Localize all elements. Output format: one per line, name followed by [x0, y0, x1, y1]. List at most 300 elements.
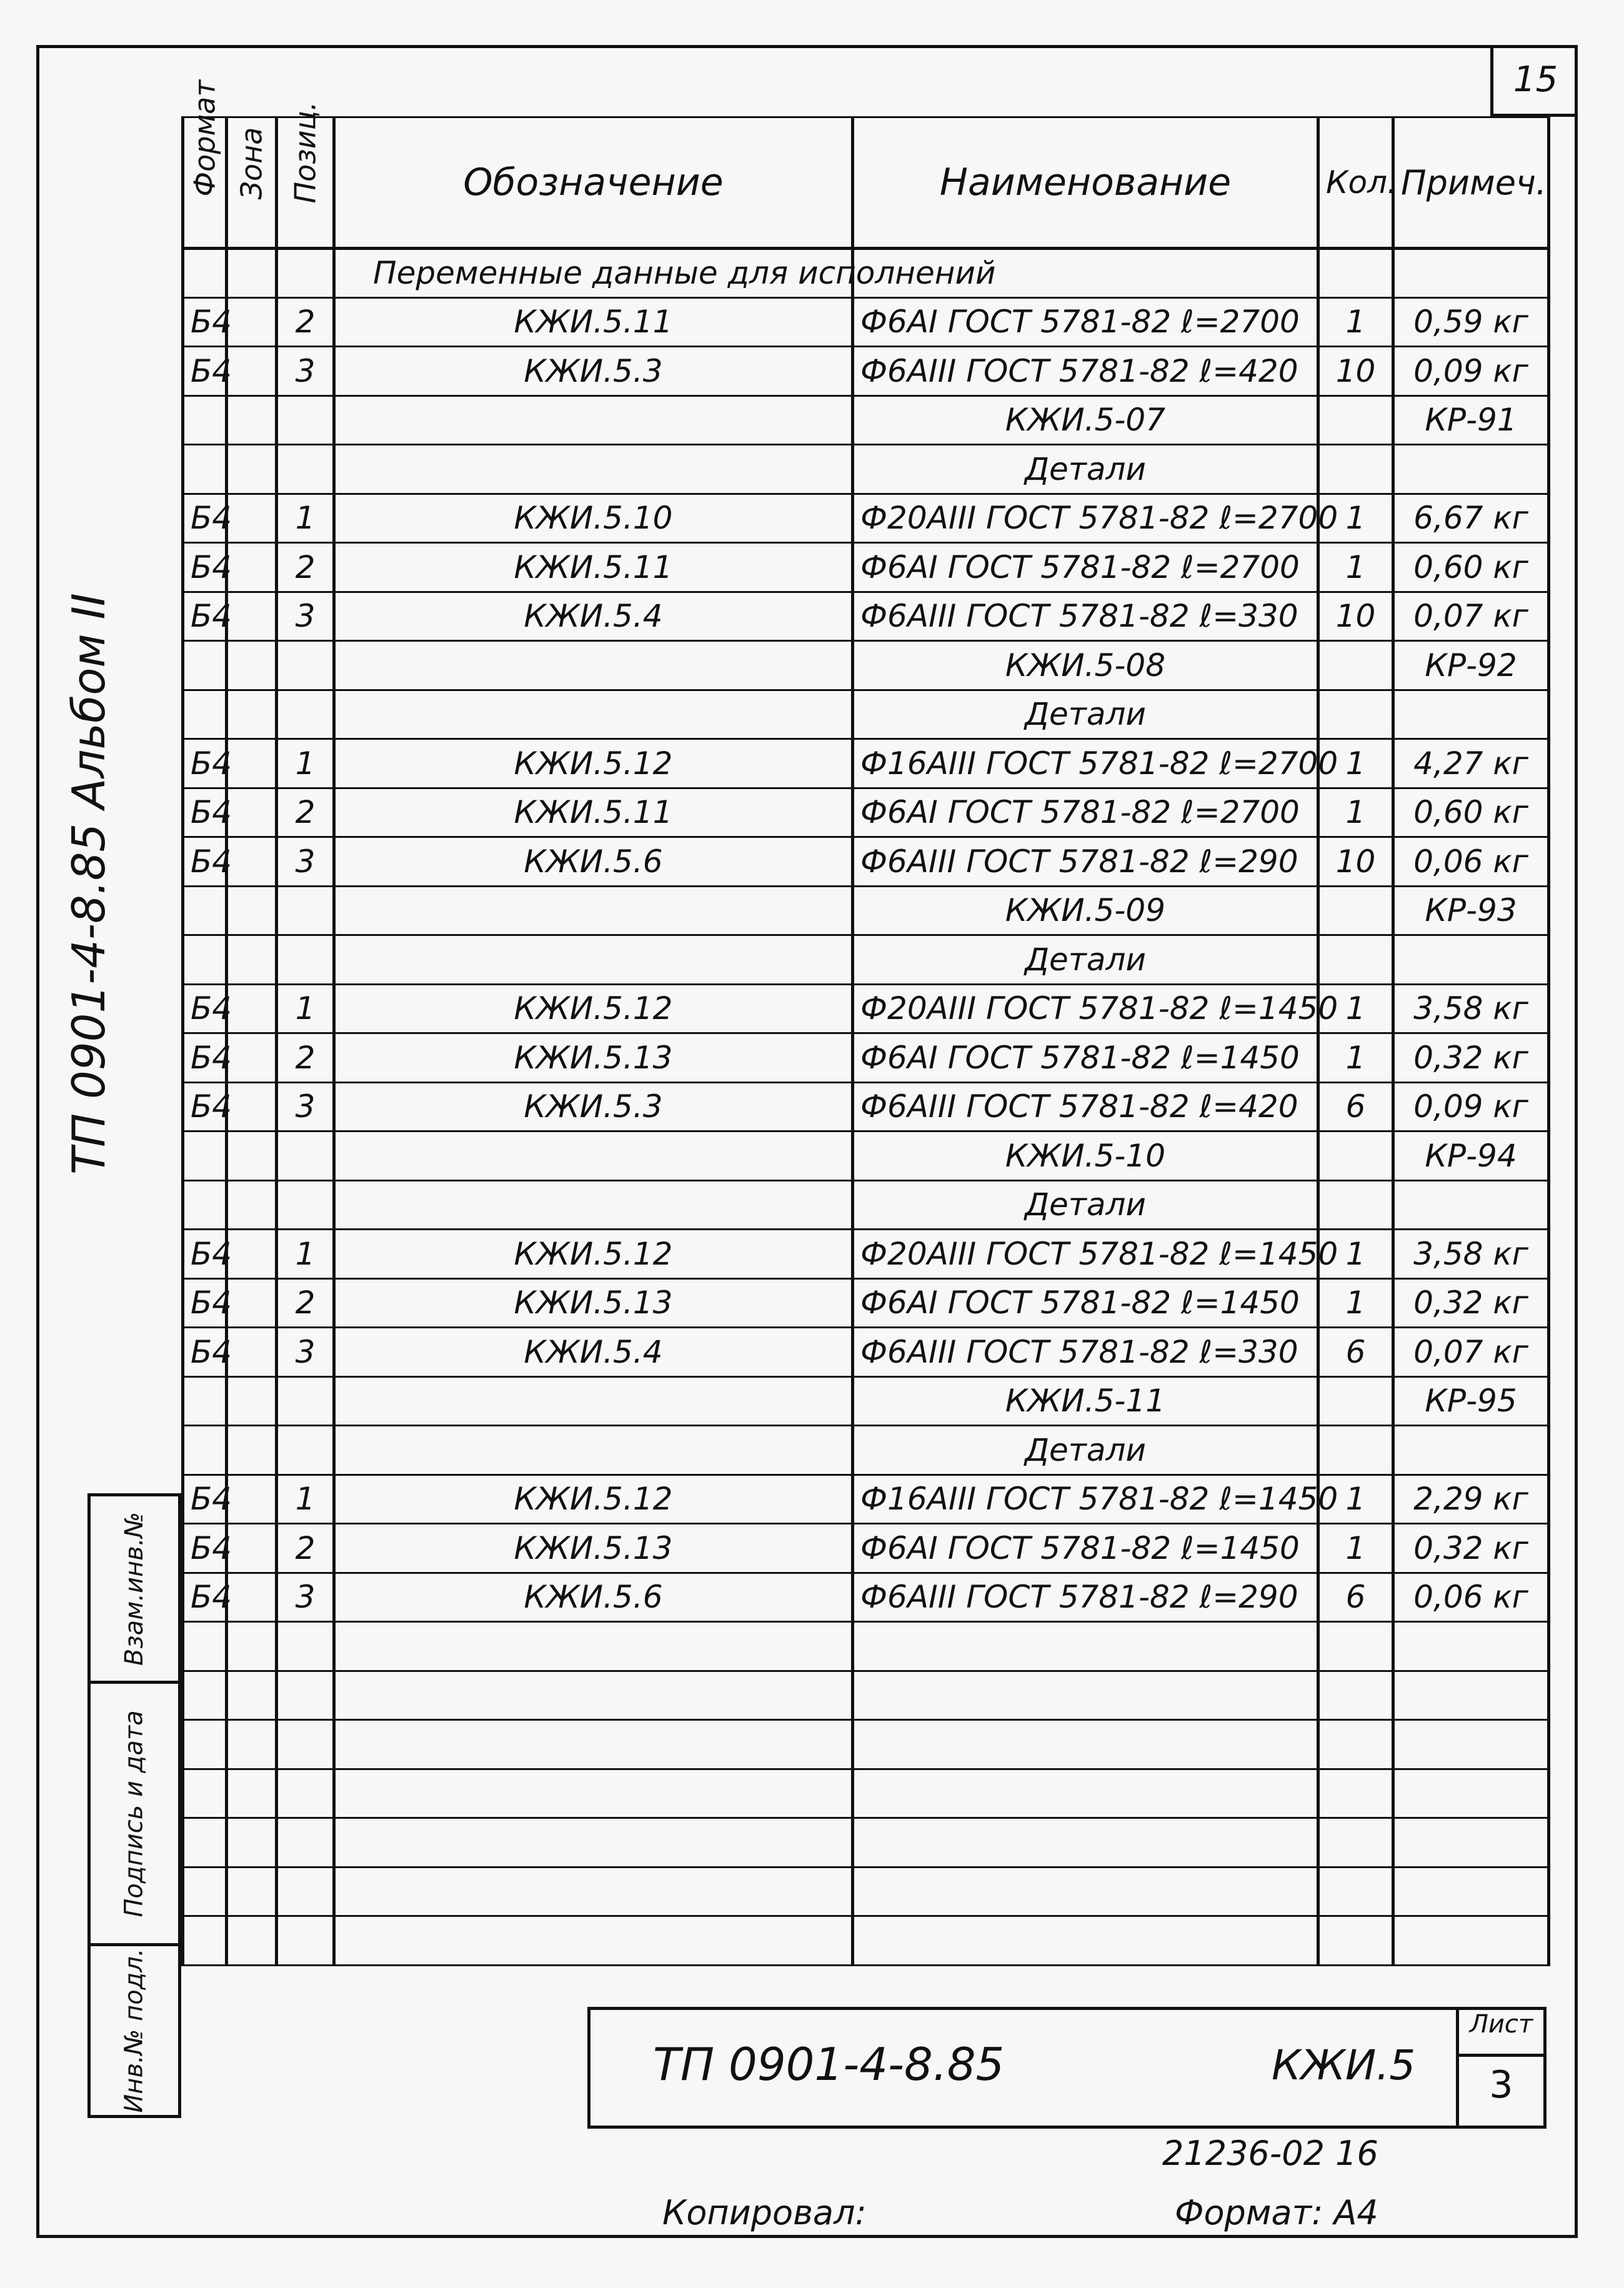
header-note: Примеч.: [1393, 117, 1549, 249]
cell-quantity: 6: [1318, 1328, 1393, 1377]
cell-note: [1393, 1867, 1549, 1916]
cell-position: [277, 1818, 334, 1868]
cell-name: КЖИ.5-08: [853, 641, 1318, 690]
table-row: [183, 445, 1549, 494]
title-doc-number: ТП 0901-4-8.85: [653, 2038, 1005, 2091]
cell-name: Детали: [853, 445, 1318, 494]
cell-zone: [227, 1720, 277, 1769]
table-row: [183, 1818, 1549, 1868]
cell-note: [1393, 1426, 1549, 1475]
cell-note: [1393, 1622, 1549, 1671]
cell-quantity: [1318, 1867, 1393, 1916]
cell-designation: КЖИ.5.4: [334, 1328, 853, 1377]
cell-note: [1393, 1180, 1549, 1230]
cell-designation: КЖИ.5.4: [334, 592, 853, 641]
footer-code: 21236-02 16: [1162, 2134, 1378, 2173]
cell-quantity: 1: [1318, 1475, 1393, 1524]
cell-note: [1393, 1720, 1549, 1769]
cell-designation: [334, 1622, 853, 1671]
cell-zone: [227, 1426, 277, 1475]
cell-note: КР-91: [1393, 395, 1549, 445]
cell-name: [853, 1622, 1318, 1671]
cell-format: Б4: [183, 837, 227, 887]
cell-format: Б4: [183, 494, 227, 543]
cell-note: КР-95: [1393, 1376, 1549, 1426]
cell-zone: [227, 1622, 277, 1671]
cell-quantity: 1: [1318, 1278, 1393, 1328]
cell-position: 3: [277, 592, 334, 641]
cell-quantity: 1: [1318, 494, 1393, 543]
cell-zone: [227, 1671, 277, 1720]
cell-name: Ф16АIII ГОСТ 5781-82 ℓ=2700: [853, 739, 1318, 788]
cell-quantity: [1318, 249, 1393, 298]
cell-quantity: 1: [1318, 297, 1393, 347]
cell-quantity: [1318, 690, 1393, 739]
strip-signature-date: Подпись и дата: [91, 1684, 178, 1946]
cell-position: [277, 1132, 334, 1181]
cell-note: 0,07 кг: [1393, 1328, 1549, 1377]
cell-designation: КЖИ.5.12: [334, 984, 853, 1033]
cell-format: [183, 886, 227, 935]
cell-position: [277, 1720, 334, 1769]
cell-format: [183, 935, 227, 985]
cell-name: [853, 1818, 1318, 1868]
cell-zone: [227, 494, 277, 543]
strip-replace-inv: Взам.инв.№: [91, 1496, 178, 1684]
cell-designation: КЖИ.5.13: [334, 1278, 853, 1328]
cell-zone: [227, 395, 277, 445]
table-row: [183, 1573, 1549, 1622]
cell-format: Б4: [183, 1082, 227, 1132]
cell-format: [183, 690, 227, 739]
cell-quantity: [1318, 1769, 1393, 1818]
cell-position: 1: [277, 1230, 334, 1279]
table-row: [183, 1426, 1549, 1475]
cell-note: КР-94: [1393, 1132, 1549, 1181]
cell-position: [277, 1180, 334, 1230]
cell-note: [1393, 445, 1549, 494]
cell-quantity: 10: [1318, 592, 1393, 641]
cell-zone: [227, 1180, 277, 1230]
cell-format: [183, 445, 227, 494]
cell-zone: [227, 690, 277, 739]
cell-note: 2,29 кг: [1393, 1475, 1549, 1524]
table-row: [183, 984, 1549, 1033]
cell-quantity: [1318, 1622, 1393, 1671]
cell-zone: [227, 1082, 277, 1132]
cell-position: [277, 249, 334, 298]
cell-position: [277, 1426, 334, 1475]
cell-quantity: [1318, 1671, 1393, 1720]
cell-format: Б4: [183, 1573, 227, 1622]
sheet-value: 3: [1489, 2063, 1513, 2107]
cell-name: [853, 1671, 1318, 1720]
cell-name: Ф6АIII ГОСТ 5781-82 ℓ=330: [853, 1328, 1318, 1377]
cell-note: 0,60 кг: [1393, 543, 1549, 592]
table-row: [183, 690, 1549, 739]
cell-position: 2: [277, 297, 334, 347]
cell-position: [277, 1867, 334, 1916]
cell-note: 0,32 кг: [1393, 1278, 1549, 1328]
table-row: [183, 1475, 1549, 1524]
cell-note: 0,07 кг: [1393, 592, 1549, 641]
cell-position: 2: [277, 1524, 334, 1573]
table-row: [183, 297, 1549, 347]
cell-designation: [334, 1671, 853, 1720]
cell-name: Ф6АI ГОСТ 5781-82 ℓ=2700: [853, 543, 1318, 592]
cell-format: [183, 1867, 227, 1916]
table-row: [183, 1033, 1549, 1083]
cell-designation: КЖИ.5.12: [334, 1230, 853, 1279]
cell-position: [277, 445, 334, 494]
cell-zone: [227, 445, 277, 494]
table-row: [183, 788, 1549, 837]
cell-name: КЖИ.5-11: [853, 1376, 1318, 1426]
cell-name: Ф16АIII ГОСТ 5781-82 ℓ=1450: [853, 1475, 1318, 1524]
cell-quantity: 1: [1318, 788, 1393, 837]
table-row: [183, 1328, 1549, 1377]
cell-zone: [227, 1573, 277, 1622]
cell-quantity: [1318, 1916, 1393, 1966]
header-format: Формат: [183, 117, 227, 249]
left-approval-strip: [87, 1493, 181, 2118]
cell-designation: [334, 1916, 853, 1966]
header-zone: Зона: [227, 117, 277, 249]
cell-format: Б4: [183, 297, 227, 347]
title-block: [587, 2007, 1547, 2129]
table-row: [183, 1180, 1549, 1230]
cell-name: Ф6АIII ГОСТ 5781-82 ℓ=290: [853, 837, 1318, 887]
cell-position: 2: [277, 1033, 334, 1083]
cell-position: 1: [277, 1475, 334, 1524]
cell-quantity: 10: [1318, 347, 1393, 396]
cell-format: [183, 1376, 227, 1426]
cell-note: 3,58 кг: [1393, 984, 1549, 1033]
table-row: [183, 592, 1549, 641]
cell-name: Ф6АI ГОСТ 5781-82 ℓ=2700: [853, 788, 1318, 837]
cell-zone: [227, 1524, 277, 1573]
cell-zone: [227, 1475, 277, 1524]
cell-zone: [227, 1376, 277, 1426]
cell-position: [277, 395, 334, 445]
header-name: Наименование: [853, 117, 1318, 249]
table-row: [183, 1720, 1549, 1769]
cell-position: 3: [277, 1082, 334, 1132]
table-row: [183, 1671, 1549, 1720]
cell-name: Ф6АIII ГОСТ 5781-82 ℓ=420: [853, 347, 1318, 396]
table-row: [183, 1376, 1549, 1426]
cell-name: Ф6АI ГОСТ 5781-82 ℓ=2700: [853, 297, 1318, 347]
table-row: [183, 837, 1549, 887]
cell-position: [277, 1671, 334, 1720]
cell-note: 0,59 кг: [1393, 297, 1549, 347]
cell-quantity: [1318, 1818, 1393, 1868]
sheet-label: Лист: [1459, 2010, 1543, 2057]
cell-designation: [334, 1818, 853, 1868]
cell-name: Ф6АIII ГОСТ 5781-82 ℓ=420: [853, 1082, 1318, 1132]
cell-designation: КЖИ.5.11: [334, 543, 853, 592]
cell-note: 0,06 кг: [1393, 1573, 1549, 1622]
cell-note: [1393, 690, 1549, 739]
title-mark: КЖИ.5: [1272, 2041, 1416, 2089]
cell-designation: [334, 1132, 853, 1181]
cell-position: 3: [277, 837, 334, 887]
strip-inv-original: Инв.№ подл.: [120, 1948, 149, 2113]
cell-name: Ф6АI ГОСТ 5781-82 ℓ=1450: [853, 1524, 1318, 1573]
cell-note: КР-93: [1393, 886, 1549, 935]
table-row: [183, 347, 1549, 396]
cell-position: 2: [277, 543, 334, 592]
table-row: [183, 886, 1549, 935]
cell-note: [1393, 1769, 1549, 1818]
cell-zone: [227, 1230, 277, 1279]
cell-zone: [227, 886, 277, 935]
cell-designation: [334, 1426, 853, 1475]
cell-position: [277, 690, 334, 739]
cell-zone: [227, 837, 277, 887]
cell-position: [277, 886, 334, 935]
cell-note: 6,67 кг: [1393, 494, 1549, 543]
cell-designation: [334, 445, 853, 494]
cell-name: КЖИ.5-07: [853, 395, 1318, 445]
table-row: [183, 1769, 1549, 1818]
specification-table: [181, 79, 1550, 1966]
cell-zone: [227, 1278, 277, 1328]
cell-designation: КЖИ.5.11: [334, 788, 853, 837]
cell-format: Б4: [183, 788, 227, 837]
cell-note: 0,09 кг: [1393, 347, 1549, 396]
cell-quantity: 6: [1318, 1082, 1393, 1132]
cell-format: [183, 249, 227, 298]
cell-format: [183, 1720, 227, 1769]
cell-quantity: [1318, 1720, 1393, 1769]
table-row: [183, 1230, 1549, 1279]
cell-format: [183, 1769, 227, 1818]
cell-name: КЖИ.5-10: [853, 1132, 1318, 1181]
cell-position: [277, 1622, 334, 1671]
cell-zone: [227, 984, 277, 1033]
cell-zone: [227, 347, 277, 396]
cell-note: 0,32 кг: [1393, 1033, 1549, 1083]
table-row: [183, 249, 1549, 298]
cell-format: [183, 1818, 227, 1868]
cell-note: 3,58 кг: [1393, 1230, 1549, 1279]
cell-designation: КЖИ.5.13: [334, 1524, 853, 1573]
cell-quantity: [1318, 445, 1393, 494]
cell-position: [277, 1769, 334, 1818]
cell-note: [1393, 1671, 1549, 1720]
cell-designation: КЖИ.5.13: [334, 1033, 853, 1083]
cell-name: Детали: [853, 935, 1318, 985]
cell-position: 1: [277, 494, 334, 543]
cell-note: [1393, 249, 1549, 298]
cell-designation: КЖИ.5.3: [334, 347, 853, 396]
cell-designation: [334, 1180, 853, 1230]
cell-zone: [227, 1033, 277, 1083]
table-row: [183, 494, 1549, 543]
table-row: [183, 1082, 1549, 1132]
table-header: [183, 117, 1549, 249]
table-row: [183, 935, 1549, 985]
cell-zone: [227, 1818, 277, 1868]
cell-position: [277, 641, 334, 690]
cell-designation: [334, 1720, 853, 1769]
cell-format: Б4: [183, 984, 227, 1033]
table-row: [183, 641, 1549, 690]
cell-designation: Переменные данные для исполнений: [334, 249, 853, 298]
cell-note: 0,09 кг: [1393, 1082, 1549, 1132]
cell-designation: КЖИ.5.6: [334, 1573, 853, 1622]
cell-designation: КЖИ.5.3: [334, 1082, 853, 1132]
cell-zone: [227, 249, 277, 298]
cell-format: Б4: [183, 347, 227, 396]
cell-format: Б4: [183, 739, 227, 788]
cell-format: Б4: [183, 1033, 227, 1083]
cell-name: Ф20АIII ГОСТ 5781-82 ℓ=1450: [853, 1230, 1318, 1279]
cell-designation: КЖИ.5.12: [334, 739, 853, 788]
cell-name: Ф6АI ГОСТ 5781-82 ℓ=1450: [853, 1033, 1318, 1083]
cell-quantity: [1318, 1376, 1393, 1426]
cell-name: [853, 1769, 1318, 1818]
cell-position: [277, 935, 334, 985]
cell-zone: [227, 641, 277, 690]
cell-format: [183, 1180, 227, 1230]
album-side-title: ТП 0901-4-8.85 Альбом II: [62, 592, 115, 1175]
cell-quantity: 1: [1318, 984, 1393, 1033]
cell-name: [853, 1720, 1318, 1769]
cell-format: Б4: [183, 1328, 227, 1377]
header-designation: Обозначение: [334, 117, 853, 249]
cell-position: [277, 1916, 334, 1966]
cell-name: Ф6АI ГОСТ 5781-82 ℓ=1450: [853, 1278, 1318, 1328]
cell-zone: [227, 1132, 277, 1181]
cell-zone: [227, 592, 277, 641]
cell-position: [277, 1376, 334, 1426]
table-row: [183, 543, 1549, 592]
cell-zone: [227, 1916, 277, 1966]
cell-note: 4,27 кг: [1393, 739, 1549, 788]
cell-zone: [227, 1769, 277, 1818]
cell-quantity: 1: [1318, 1033, 1393, 1083]
cell-zone: [227, 935, 277, 985]
cell-quantity: [1318, 935, 1393, 985]
cell-designation: [334, 395, 853, 445]
cell-designation: [334, 886, 853, 935]
table-row: [183, 1278, 1549, 1328]
cell-format: [183, 1426, 227, 1475]
cell-quantity: 1: [1318, 739, 1393, 788]
cell-name: Ф20АIII ГОСТ 5781-82 ℓ=2700: [853, 494, 1318, 543]
header-position: Позиц.: [277, 117, 334, 249]
cell-name: [853, 1867, 1318, 1916]
cell-position: 1: [277, 984, 334, 1033]
table-row: [183, 1132, 1549, 1181]
cell-note: [1393, 1818, 1549, 1868]
page-number: 15: [1490, 45, 1578, 117]
table-row: [183, 1916, 1549, 1966]
cell-format: [183, 1622, 227, 1671]
cell-quantity: 1: [1318, 1524, 1393, 1573]
table-row: [183, 395, 1549, 445]
cell-format: Б4: [183, 543, 227, 592]
cell-zone: [227, 1867, 277, 1916]
footer-copied: Копировал:: [662, 2193, 867, 2232]
cell-quantity: 10: [1318, 837, 1393, 887]
cell-format: [183, 1671, 227, 1720]
cell-position: 3: [277, 1328, 334, 1377]
cell-designation: [334, 641, 853, 690]
cell-quantity: [1318, 1180, 1393, 1230]
table-row: [183, 1622, 1549, 1671]
cell-name: Ф20АIII ГОСТ 5781-82 ℓ=1450: [853, 984, 1318, 1033]
cell-designation: [334, 1769, 853, 1818]
cell-zone: [227, 1328, 277, 1377]
cell-format: Б4: [183, 1524, 227, 1573]
cell-position: 1: [277, 739, 334, 788]
cell-zone: [227, 788, 277, 837]
cell-designation: КЖИ.5.12: [334, 1475, 853, 1524]
table-row: [183, 1867, 1549, 1916]
cell-note: [1393, 1916, 1549, 1966]
cell-format: [183, 641, 227, 690]
cell-quantity: 1: [1318, 1230, 1393, 1279]
cell-name: Детали: [853, 690, 1318, 739]
cell-note: КР-92: [1393, 641, 1549, 690]
cell-designation: [334, 690, 853, 739]
cell-format: Б4: [183, 1475, 227, 1524]
cell-zone: [227, 739, 277, 788]
table-row: [183, 739, 1549, 788]
cell-name: Ф6АIII ГОСТ 5781-82 ℓ=330: [853, 592, 1318, 641]
cell-designation: КЖИ.5.10: [334, 494, 853, 543]
cell-name: КЖИ.5-09: [853, 886, 1318, 935]
cell-position: 2: [277, 788, 334, 837]
footer-format: Формат: А4: [1175, 2193, 1378, 2232]
cell-designation: КЖИ.5.11: [334, 297, 853, 347]
cell-name: [853, 1916, 1318, 1966]
cell-designation: [334, 1867, 853, 1916]
cell-position: 3: [277, 1573, 334, 1622]
table-row: [183, 1524, 1549, 1573]
cell-quantity: [1318, 395, 1393, 445]
cell-name: Детали: [853, 1426, 1318, 1475]
sheet-cell: [1456, 2010, 1543, 2126]
cell-note: 0,60 кг: [1393, 788, 1549, 837]
cell-format: [183, 1132, 227, 1181]
cell-position: 2: [277, 1278, 334, 1328]
cell-quantity: [1318, 886, 1393, 935]
cell-note: [1393, 935, 1549, 985]
cell-designation: [334, 935, 853, 985]
cell-position: 3: [277, 347, 334, 396]
cell-note: 0,32 кг: [1393, 1524, 1549, 1573]
cell-note: 0,06 кг: [1393, 837, 1549, 887]
cell-zone: [227, 297, 277, 347]
cell-zone: [227, 543, 277, 592]
cell-quantity: 6: [1318, 1573, 1393, 1622]
cell-format: Б4: [183, 1230, 227, 1279]
cell-quantity: [1318, 1426, 1393, 1475]
cell-quantity: [1318, 1132, 1393, 1181]
cell-format: Б4: [183, 592, 227, 641]
cell-name: Ф6АIII ГОСТ 5781-82 ℓ=290: [853, 1573, 1318, 1622]
cell-designation: КЖИ.5.6: [334, 837, 853, 887]
cell-name: Детали: [853, 1180, 1318, 1230]
cell-format: [183, 395, 227, 445]
cell-quantity: [1318, 641, 1393, 690]
cell-format: [183, 1916, 227, 1966]
cell-format: Б4: [183, 1278, 227, 1328]
